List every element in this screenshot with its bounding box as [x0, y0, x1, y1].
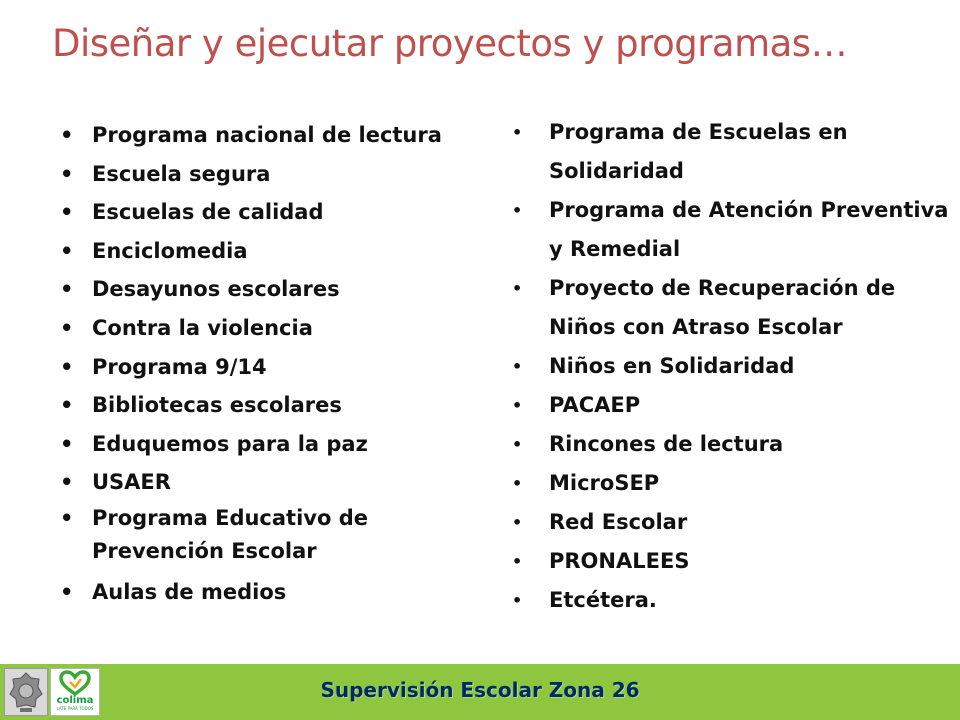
colima-tagline: LATE PARA TODOS: [56, 706, 94, 711]
list-item-label: Bibliotecas escolares: [92, 393, 342, 418]
list-item-label: Enciclomedia: [92, 238, 248, 263]
list-item-label: Programa Educativo de Prevención Escolar: [92, 505, 368, 563]
list-item: [60, 309, 490, 348]
list-item: [512, 347, 952, 386]
bullet-icon: •: [60, 123, 74, 147]
heart-icon: [51, 669, 99, 697]
bullet-icon: •: [60, 431, 74, 456]
list-item-label: MicroSEP: [549, 471, 660, 495]
list-item: [60, 425, 490, 464]
list-item: [512, 386, 952, 425]
list-item: [60, 348, 490, 387]
list-item-label: Programa de Atención Preventiva y Remedial: [549, 198, 949, 261]
list-item: [60, 193, 490, 232]
state-seal-icon: [4, 668, 48, 716]
bullet-icon: •: [60, 238, 74, 263]
list-item: [512, 581, 952, 620]
list-item: [512, 542, 952, 581]
list-item-label: PRONALEES: [549, 549, 690, 573]
list-item: [60, 386, 490, 425]
list-item-label: Aulas de medios: [92, 579, 287, 604]
bullet-icon: •: [512, 435, 523, 454]
bullet-icon: •: [512, 123, 523, 142]
list-item: [512, 425, 952, 464]
list-item-label: Etcétera.: [549, 588, 657, 612]
list-item-label: Programa nacional de lectura: [92, 123, 442, 147]
bullet-icon: •: [60, 579, 74, 604]
list-item-label: Contra la violencia: [92, 315, 313, 340]
bullet-icon: •: [512, 357, 523, 376]
bullet-icon: •: [60, 393, 74, 418]
bullet-icon: •: [60, 200, 74, 225]
list-item-label: Rincones de lectura: [549, 432, 784, 456]
bullet-icon: •: [512, 474, 523, 493]
list-item-label: Escuela segura: [92, 161, 271, 186]
seal-graphic: [5, 669, 47, 715]
list-item-label: Programa 9/14: [92, 354, 267, 379]
colima-wordmark: colima: [56, 695, 94, 706]
left-program-list: [60, 116, 490, 612]
list-item-label: USAER: [92, 470, 171, 495]
list-item: [512, 464, 952, 503]
list-item: [60, 573, 490, 612]
bullet-icon: •: [512, 279, 523, 298]
bullet-icon: •: [512, 552, 523, 571]
list-item: [512, 269, 952, 347]
bullet-icon: •: [512, 396, 523, 415]
list-item-label: Desayunos escolares: [92, 277, 340, 302]
colima-logo: [50, 668, 100, 716]
bullet-icon: •: [512, 513, 523, 532]
footer-bar: [0, 664, 960, 720]
list-item-label: Niños en Solidaridad: [549, 354, 795, 378]
list-item-label: Programa de Escuelas en Solidaridad: [549, 120, 848, 183]
bullet-icon: •: [60, 354, 74, 379]
list-item: [512, 191, 952, 269]
list-item-label: Escuelas de calidad: [92, 200, 324, 225]
bullet-icon: •: [60, 161, 74, 186]
list-item: [60, 232, 490, 271]
bullet-icon: •: [60, 505, 74, 530]
list-item: [60, 155, 490, 194]
bullet-icon: •: [512, 201, 523, 220]
bullet-icon: •: [512, 591, 523, 610]
list-item-label: Red Escolar: [549, 510, 688, 534]
slide-title: Diseñar y ejecutar proyectos y programas…: [52, 22, 848, 65]
list-item: [60, 116, 490, 155]
bullet-icon: •: [60, 277, 74, 302]
footer-text: Supervisión Escolar Zona 26: [320, 678, 640, 702]
right-program-list: [512, 113, 952, 620]
list-item: [512, 113, 952, 191]
list-item: [60, 463, 490, 502]
list-item-label: PACAEP: [549, 393, 641, 417]
list-item: [60, 270, 490, 309]
list-item-label: Proyecto de Recuperación de Niños con Atraso Escolar: [549, 276, 896, 339]
bullet-icon: •: [60, 470, 74, 495]
list-item-label: Eduquemos para la paz: [92, 431, 368, 456]
bullet-icon: •: [60, 315, 74, 340]
list-item: [512, 503, 952, 542]
list-item: [60, 502, 490, 573]
